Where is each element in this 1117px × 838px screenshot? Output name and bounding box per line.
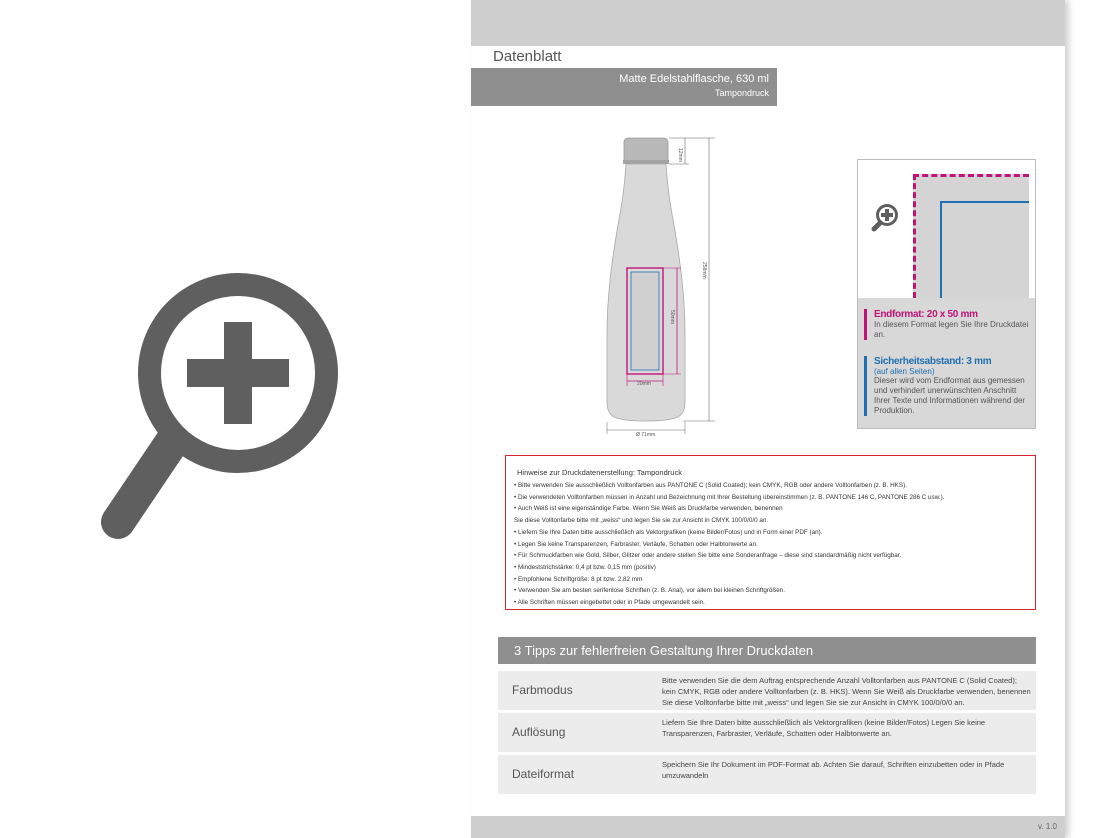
endformat-frame <box>913 174 1029 298</box>
hint-item: • Empfohlene Schriftgröße: 8 pt bzw. 2,82 mm <box>514 574 1027 586</box>
tip-label: Dateiformat <box>512 767 575 781</box>
endformat-desc: In diesem Format legen Sie Ihre Druckdatei an. <box>874 320 1029 339</box>
print-process: Tampondruck <box>714 88 769 98</box>
hints-title: Hinweise zur Druckdatenerstellung: Tampondruck <box>517 468 682 477</box>
hint-item: • Verwenden Sie am besten serifenlose Schriften (z. B. Arial), vor allem bei kleinen Schriftgrößen. <box>514 585 1027 597</box>
datasheet-page <box>471 0 1065 838</box>
hint-item: • Legen Sie keine Transparenzen, Farbraster, Verläufe, Schatten oder Halbtonwerte an. <box>514 539 1027 551</box>
dim-top: 12mm <box>677 148 683 162</box>
hint-item: • Auch Weiß ist eine eigenständige Farbe. Wenn Sie Weiß als Druckfarbe verwenden, benennen Sie diese Volltonfarbe bitte mit „weiss“ und legen Sie sie zur Ansicht in CMYK 100/0/0/0 an. <box>514 503 1027 526</box>
endformat-title: Endformat: 20 x 50 mm <box>874 309 978 320</box>
tip-row-aufloesung <box>498 713 1036 752</box>
safety-desc: Dieser wird vom Endformat aus gemessen und verhindert unerwünschten Anschnitt Ihrer Texte und Informationen während der Produktion. <box>874 376 1026 415</box>
print-area-safe <box>631 272 659 370</box>
hint-item: • Die verwendeten Volltonfarben müssen in Anzahl und Bezeichnung mit Ihrer Bestellung übereinstimmen (z. B. PANTONE 146 C, PANTONE 286 C usw.). <box>514 492 1027 504</box>
safety-frame <box>940 201 1029 298</box>
bottle-cap-ring <box>623 160 669 164</box>
format-legend <box>857 159 1036 429</box>
endformat-legend <box>864 309 1034 340</box>
safety-sub: (auf allen Seiten) <box>874 367 935 376</box>
safety-title: Sicherheitsabstand: 3 mm <box>874 356 992 367</box>
tip-text: Liefern Sie Ihre Daten bitte ausschließlich als Vektorgrafiken (keine Bilder/Fotos) Legen Sie keine Transparenzen, Farbraster, Verläufe, Schatten oder Halbtonwerte an. <box>662 718 986 738</box>
tip-row-farbmodus <box>498 671 1036 710</box>
dim-height: 258mm <box>701 262 707 279</box>
tips-header: 3 Tipps zur fehlerfreien Gestaltung Ihrer Druckdaten <box>498 637 1036 664</box>
bottle-drawing <box>597 130 757 440</box>
hint-item: • Bitte verwenden Sie ausschließlich Volltonfarben aus PANTONE C (Solid Coated); kein CMYK, RGB oder andere Volltonfarben (z. B. HKS). <box>514 480 1027 492</box>
tip-text: Bitte verwenden Sie die dem Auftrag entsprechende Anzahl Volltonfarben aus PANTONE C (Solid Coated); kein CMYK, RGB oder andere Volltonfarben (z. B. HKS). Wenn Sie Weiß als Druckfarbe verwenden, benennen Sie diese Volltonfarbe bitte mit „weiss“ und legen Sie sie zur Ansicht in CMYK 100/0/0/0 an. <box>662 676 1031 707</box>
safety-legend <box>864 356 1034 416</box>
dim-diameter: Ø 71mm <box>636 432 656 438</box>
product-name: Matte Edelstahlflasche, 630 ml <box>619 73 769 85</box>
zoom-in-magnifier-icon[interactable] <box>100 270 380 570</box>
hint-item: • Für Schmuckfarben wie Gold, Silber, Glitzer oder andere stellen Sie bitte eine Sonderanfrage – diese sind standardmäßig nicht verfügbar. <box>514 550 1027 562</box>
bottom-band <box>471 816 1065 838</box>
print-hints <box>505 455 1036 610</box>
datasheet-title: Datenblatt <box>471 46 590 68</box>
dim-print-height: 50mm <box>669 310 675 324</box>
zoom-in-icon[interactable] <box>870 201 902 233</box>
dim-print-width: 20mm <box>637 381 651 387</box>
format-preview <box>858 160 1035 298</box>
tip-label: Auflösung <box>512 725 566 739</box>
hint-item: • Alle Schriften müssen eingebettet oder in Pfade umgewandelt sein. <box>514 597 1027 609</box>
tip-text: Speichern Sie Ihr Dokument im PDF-Format ab. Achten Sie darauf, Schriften einzubetten oder in Pfade umzuwandeln <box>662 760 1005 780</box>
tip-label: Farbmodus <box>512 683 573 697</box>
version-label: v. 1.0 <box>1038 822 1057 831</box>
hint-item: • Mindeststrichstärke: 0,4 pt bzw. 0,15 mm (positiv) <box>514 562 1027 574</box>
tip-row-dateiformat <box>498 755 1036 794</box>
product-header <box>471 68 777 106</box>
hint-item: • Liefern Sie Ihre Daten bitte ausschließlich als Vektorgrafiken (keine Bilder/Fotos) und in Form einer PDF (an). <box>514 527 1027 539</box>
hints-list <box>514 480 1027 609</box>
top-band <box>471 0 1065 46</box>
